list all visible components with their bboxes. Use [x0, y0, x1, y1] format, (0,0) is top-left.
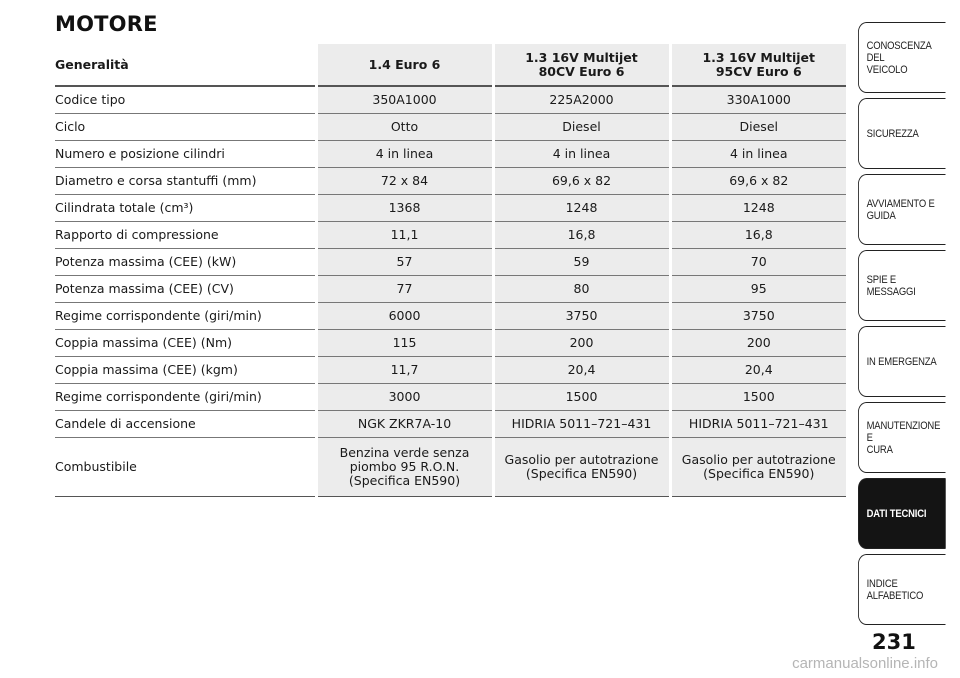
row-value: HIDRIA 5011–721–431: [493, 411, 670, 438]
sidebar-tab-label: DATI TECNICI: [866, 507, 927, 520]
table-row: [55, 303, 846, 330]
table-row: [55, 195, 846, 222]
row-value: 59: [493, 249, 670, 276]
row-value: 16,8: [670, 222, 846, 249]
row-label: Cilindrata totale (cm³): [55, 195, 316, 222]
section-title: MOTORE: [55, 12, 158, 36]
table-row: [55, 86, 846, 114]
row-value: Diesel: [670, 114, 846, 141]
row-value: 1500: [493, 384, 670, 411]
row-value: Benzina verde senza piombo 95 R.O.N. (Specifica EN590): [316, 438, 493, 497]
row-value: 1248: [493, 195, 670, 222]
row-value: Otto: [316, 114, 493, 141]
sidebar-tab-conoscenza-del-veicolo[interactable]: [858, 22, 946, 93]
table-row: [55, 222, 846, 249]
row-value: 80: [493, 276, 670, 303]
sidebar-tab-manutenzione-e-cura[interactable]: [858, 402, 946, 473]
row-value: Gasolio per autotrazione (Specifica EN590): [670, 438, 846, 497]
row-label: Diametro e corsa stantuffi (mm): [55, 168, 316, 195]
table-row: [55, 411, 846, 438]
row-value: 4 in linea: [316, 141, 493, 168]
row-value: 350A1000: [316, 86, 493, 114]
sidebar-tab-sicurezza[interactable]: [858, 98, 946, 169]
row-value: 72 x 84: [316, 168, 493, 195]
row-label: Potenza massima (CEE) (CV): [55, 276, 316, 303]
sidebar-tab-indice-alfabetico[interactable]: [858, 554, 946, 625]
sidebar-tab-avviamento-e-guida[interactable]: [858, 174, 946, 245]
column-header-1-3-95cv: 1.3 16V Multijet 95CV Euro 6: [670, 44, 846, 86]
sidebar-tab-spie-e-messaggi[interactable]: [858, 250, 946, 321]
table-row: [55, 249, 846, 276]
sidebar-tab-label: SICUREZZA: [866, 127, 919, 140]
row-label: Rapporto di compressione: [55, 222, 316, 249]
watermark: carmanualsonline.info: [792, 655, 938, 672]
row-value: HIDRIA 5011–721–431: [670, 411, 846, 438]
row-value: NGK ZKR7A-10: [316, 411, 493, 438]
column-header-1-3-80cv: 1.3 16V Multijet 80CV Euro 6: [493, 44, 670, 86]
table-row: [55, 330, 846, 357]
table-row: [55, 141, 846, 168]
row-value: 69,6 x 82: [670, 168, 846, 195]
row-value: 3000: [316, 384, 493, 411]
row-value: 57: [316, 249, 493, 276]
row-value: 95: [670, 276, 846, 303]
row-label: Codice tipo: [55, 86, 316, 114]
sidebar-tab-label: SPIE E MESSAGGI: [866, 273, 916, 298]
row-label: Numero e posizione cilindri: [55, 141, 316, 168]
row-label: Combustibile: [55, 438, 316, 497]
table-header-row: [55, 44, 846, 86]
row-value: 115: [316, 330, 493, 357]
column-header-1-4-euro6: 1.4 Euro 6: [316, 44, 493, 86]
page-number: 231: [872, 630, 916, 654]
sidebar-tab-in-emergenza[interactable]: [858, 326, 946, 397]
row-label: Regime corrispondente (giri/min): [55, 303, 316, 330]
row-value: 20,4: [670, 357, 846, 384]
row-value: 20,4: [493, 357, 670, 384]
row-label: Ciclo: [55, 114, 316, 141]
table-row: [55, 384, 846, 411]
table-row: [55, 168, 846, 195]
row-label: Coppia massima (CEE) (Nm): [55, 330, 316, 357]
sidebar-tab-label: IN EMERGENZA: [866, 355, 937, 368]
row-value: 3750: [493, 303, 670, 330]
row-value: 1500: [670, 384, 846, 411]
sidebar-tab-dati-tecnici[interactable]: [858, 478, 946, 549]
row-value: 1368: [316, 195, 493, 222]
row-value: 16,8: [493, 222, 670, 249]
column-header-general: Generalità: [55, 44, 316, 86]
table-row: [55, 114, 846, 141]
row-value: 1248: [670, 195, 846, 222]
row-value: 11,7: [316, 357, 493, 384]
engine-spec-table: [55, 44, 846, 497]
row-value: 330A1000: [670, 86, 846, 114]
sidebar-tab-label: INDICE ALFABETICO: [866, 577, 924, 602]
row-value: 70: [670, 249, 846, 276]
row-value: Gasolio per autotrazione (Specifica EN590): [493, 438, 670, 497]
row-value: 3750: [670, 303, 846, 330]
row-label: Potenza massima (CEE) (kW): [55, 249, 316, 276]
row-value: 225A2000: [493, 86, 670, 114]
table-row: [55, 276, 846, 303]
row-value: 200: [493, 330, 670, 357]
row-label: Coppia massima (CEE) (kgm): [55, 357, 316, 384]
table-row: [55, 438, 846, 497]
row-value: 69,6 x 82: [493, 168, 670, 195]
sidebar-tab-label: CONOSCENZA DEL VEICOLO: [866, 39, 932, 76]
row-value: 77: [316, 276, 493, 303]
sidebar-tab-label: AVVIAMENTO E GUIDA: [866, 197, 935, 222]
row-value: 200: [670, 330, 846, 357]
row-label: Regime corrispondente (giri/min): [55, 384, 316, 411]
table-row: [55, 357, 846, 384]
row-value: 6000: [316, 303, 493, 330]
row-label: Candele di accensione: [55, 411, 316, 438]
row-value: 4 in linea: [670, 141, 846, 168]
row-value: 11,1: [316, 222, 493, 249]
row-value: Diesel: [493, 114, 670, 141]
sidebar-tab-label: MANUTENZIONE E CURA: [866, 419, 941, 456]
row-value: 4 in linea: [493, 141, 670, 168]
